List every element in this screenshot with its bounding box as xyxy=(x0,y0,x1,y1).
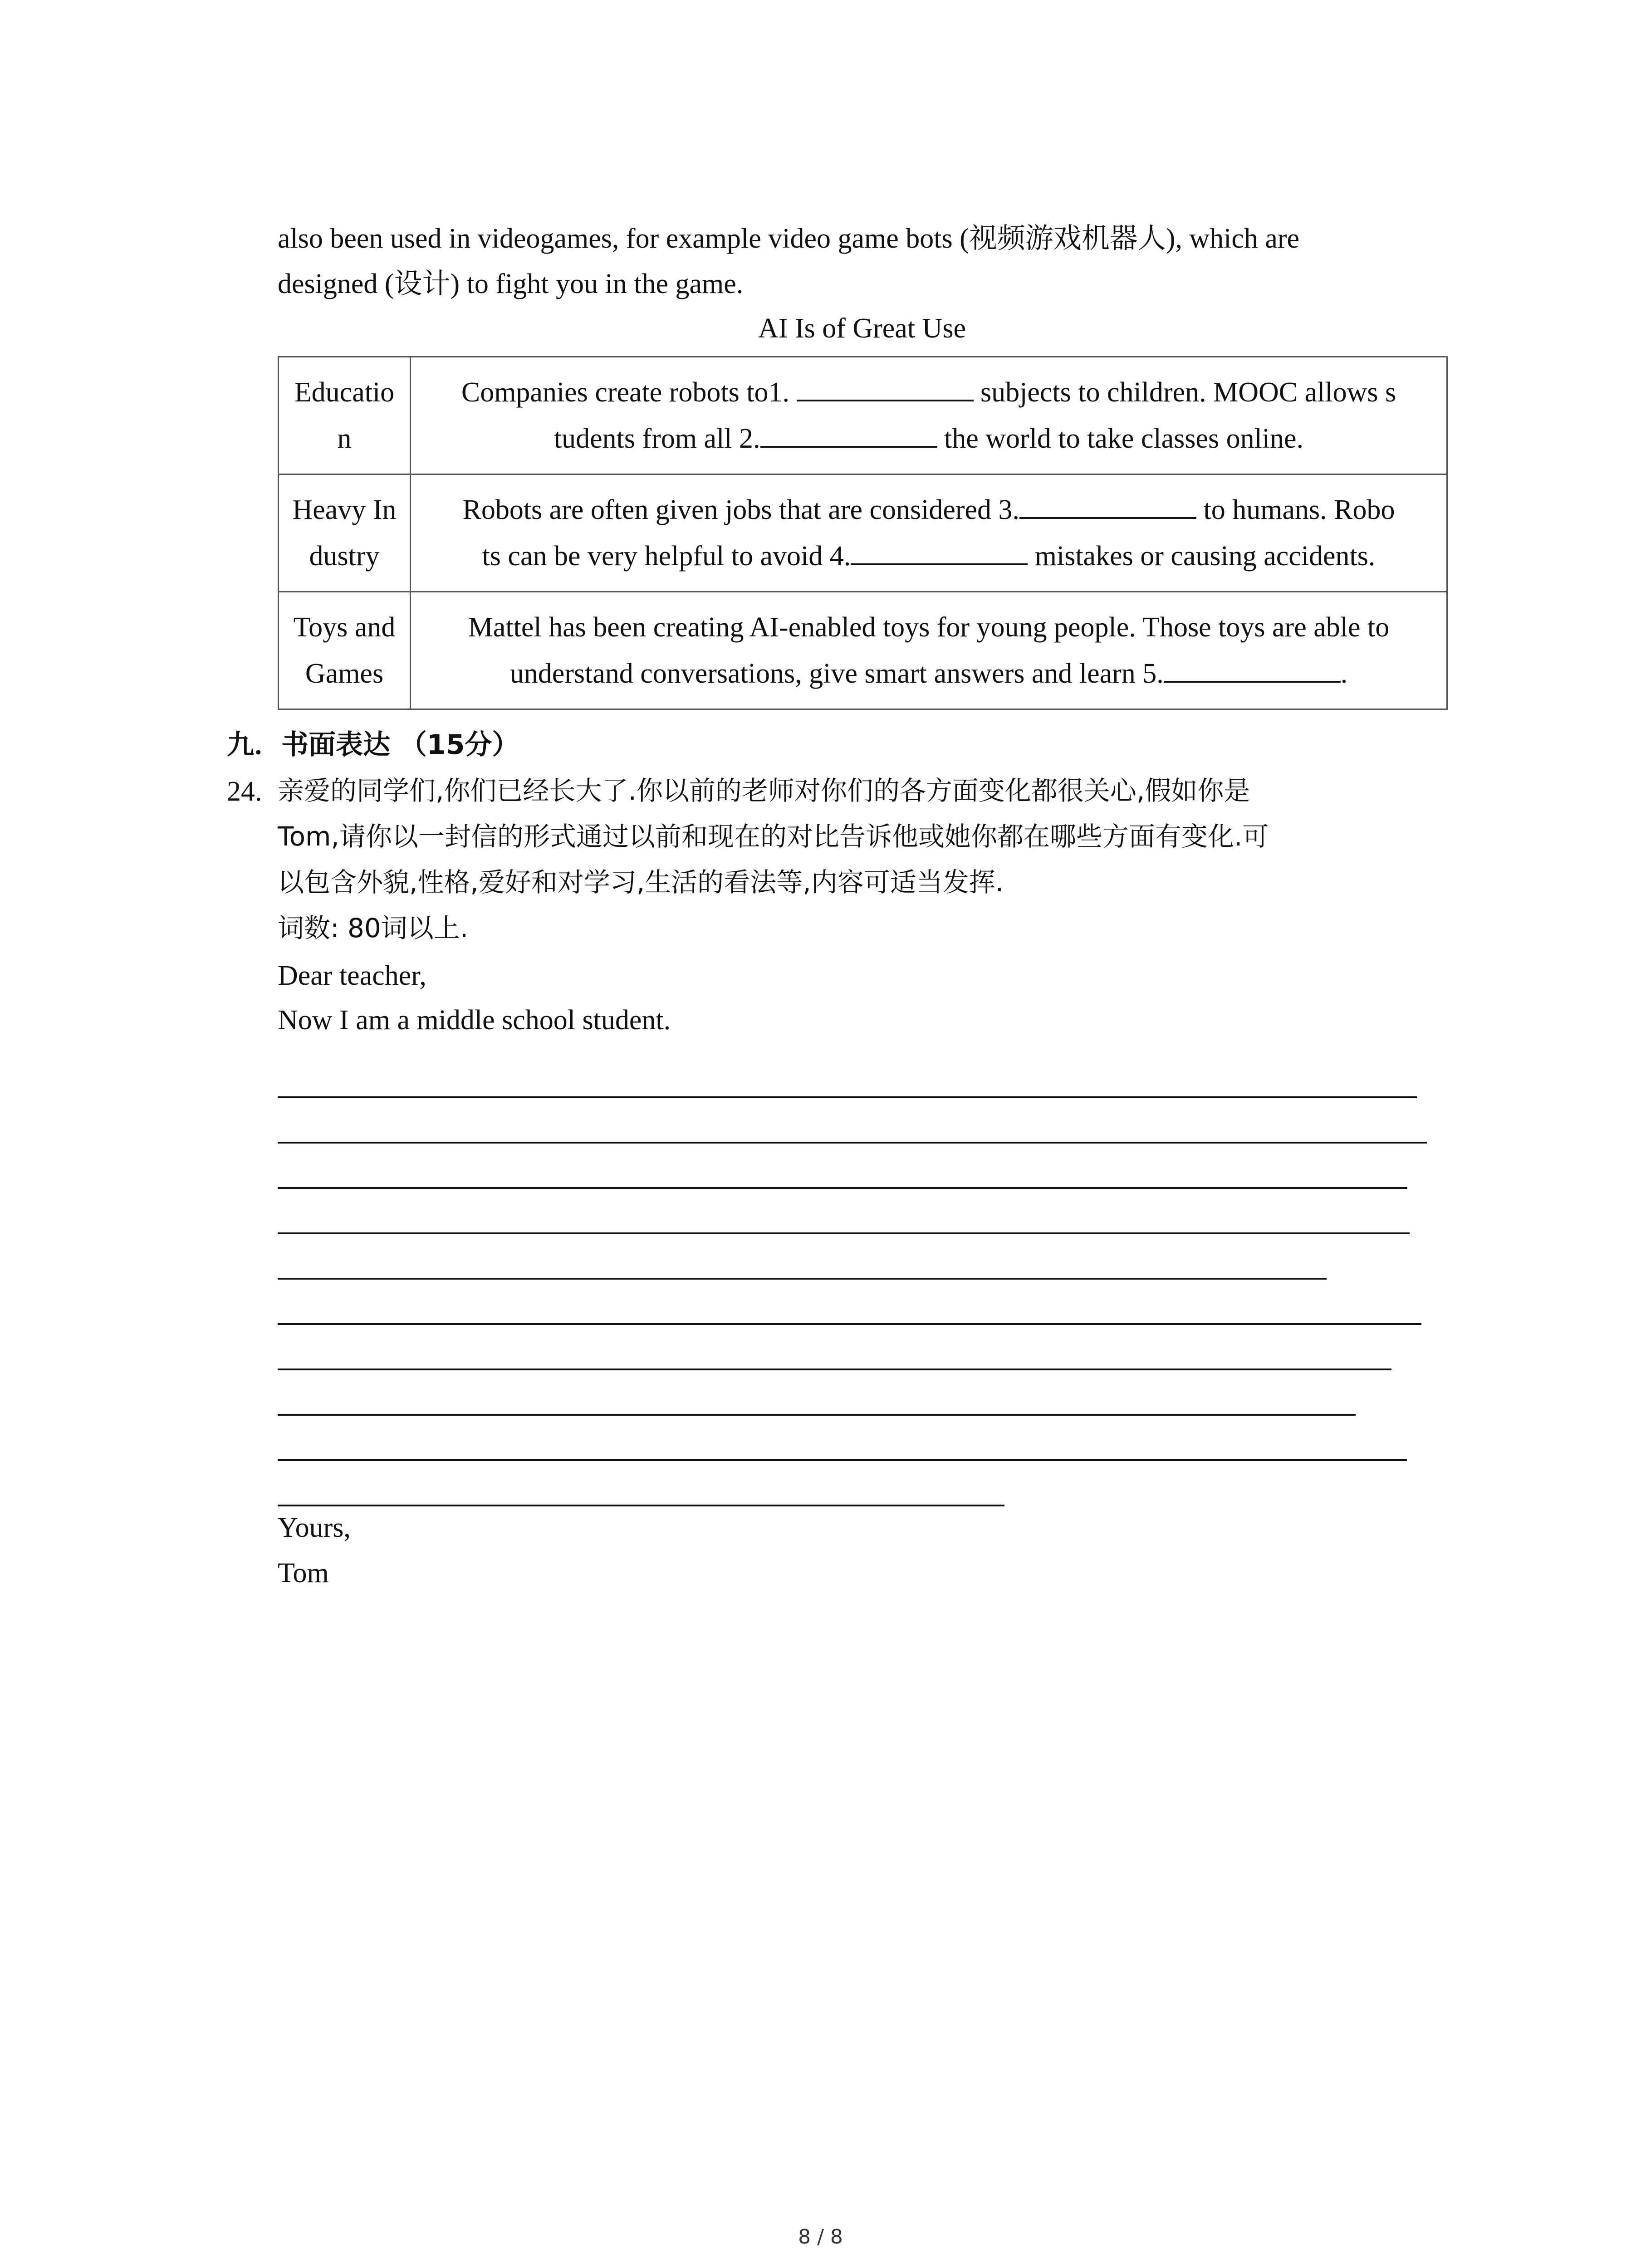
row-text: Mattel has been creating AI-enabled toys for young people. Those toys are able to xyxy=(468,612,1390,643)
writing-line[interactable] xyxy=(278,1278,1327,1280)
row-text: the world to take classes online. xyxy=(937,423,1304,454)
writing-line[interactable] xyxy=(278,1414,1356,1416)
answer-blank-5[interactable] xyxy=(1164,655,1341,683)
ai-use-table xyxy=(278,356,1448,710)
writing-line[interactable] xyxy=(278,1505,1004,1506)
table-description-cell xyxy=(411,357,1447,474)
word-count-requirement: 词数: 80词以上. xyxy=(278,913,469,943)
row-text: understand conversations, give smart answers and learn 5. xyxy=(509,658,1164,689)
writing-line[interactable] xyxy=(278,1323,1421,1325)
table-title: AI Is of Great Use xyxy=(758,313,966,344)
category-label-part: Games xyxy=(305,658,384,689)
answer-blank-1[interactable] xyxy=(797,374,974,401)
table-category-cell xyxy=(279,474,411,592)
passage-line-2: designed (设计) to fight you in the game. xyxy=(278,269,744,299)
page-number: 8 / 8 xyxy=(798,2225,843,2248)
row-text: tudents from all 2. xyxy=(554,423,760,454)
category-label-part: Educatio xyxy=(294,377,395,408)
writing-line[interactable] xyxy=(278,1096,1417,1098)
category-label-part: Heavy In xyxy=(292,494,397,525)
row-text: . xyxy=(1340,658,1348,689)
question-text-line: 以包含外貌,性格,爱好和对学习,生活的看法等,内容可适当发挥. xyxy=(278,867,1004,898)
question-text-line: 亲爱的同学们,你们已经长大了.你以前的老师对你们的各方面变化都很关心,假如你是 xyxy=(278,775,1250,806)
row-text: to humans. Robo xyxy=(1196,494,1395,525)
table-category-cell xyxy=(279,592,411,709)
question-number: 24. xyxy=(227,776,262,807)
table-row xyxy=(279,474,1447,592)
category-label-part: dustry xyxy=(309,541,380,572)
writing-line[interactable] xyxy=(278,1232,1410,1234)
question-text-line: Tom,请你以一封信的形式通过以前和现在的对比告诉他或她你都在哪些方面有变化.可 xyxy=(278,821,1269,852)
letter-greeting: Dear teacher, xyxy=(278,960,426,991)
answer-blank-2[interactable] xyxy=(760,420,937,448)
table-category-cell xyxy=(279,357,411,474)
table-description-cell xyxy=(411,592,1447,709)
writing-line[interactable] xyxy=(278,1187,1407,1189)
category-label-part: Toys and xyxy=(293,612,396,643)
table-row xyxy=(279,357,1447,474)
answer-blank-3[interactable] xyxy=(1019,492,1196,519)
row-text: subjects to children. MOOC allows s xyxy=(973,377,1396,408)
category-label-part: n xyxy=(337,423,352,454)
writing-line[interactable] xyxy=(278,1369,1391,1370)
section-title: 九．书面表达 （15分） xyxy=(227,729,519,761)
row-text: Robots are often given jobs that are considered 3. xyxy=(462,494,1020,525)
table-description-cell xyxy=(411,474,1447,592)
row-text: ts can be very helpful to avoid 4. xyxy=(482,541,851,572)
writing-line[interactable] xyxy=(278,1142,1427,1144)
row-text: Companies create robots to1. xyxy=(461,377,797,408)
letter-opening: Now I am a middle school student. xyxy=(278,1005,671,1036)
passage-line-1: also been used in videogames, for example video game bots (视频游戏机器人), which are xyxy=(278,223,1300,254)
writing-line[interactable] xyxy=(278,1459,1407,1461)
table-row xyxy=(279,592,1447,709)
row-text: mistakes or causing accidents. xyxy=(1028,541,1376,572)
letter-closing: Yours, xyxy=(278,1512,351,1543)
letter-signature: Tom xyxy=(278,1558,329,1589)
answer-blank-4[interactable] xyxy=(851,538,1028,565)
